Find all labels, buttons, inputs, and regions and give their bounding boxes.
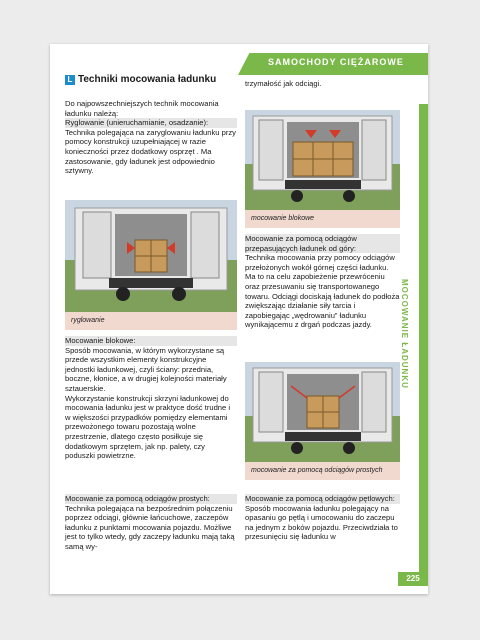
odciagi-petlowe-heading: Mocowanie za pomocą odciągów pętlowych: — [245, 494, 400, 504]
truck-illustration — [245, 110, 400, 210]
blokowe-text-2: Wykorzystanie konstrukcji skrzyni ładunkowej do mocowania ładunku jest w praktyce dość trudne i w większości przypadków pomiędzy elementami przewożonego towaru pozostają wolne przestrzenie, dlatego często posiłkuje się dodatkowym sprzętem, jak np. palety, czy poduszki powietrzne. — [65, 393, 231, 461]
side-section-label: MOCOWANIE ŁADUNKU — [400, 279, 409, 389]
figure-blokowe — [245, 110, 400, 228]
odciagi-przepasujace-text: Technika mocowania przy pomocy odciągów przełożonych wokół górnej części ładunku. Ma to na celu zapobieżenie przewróceniu oraz przesuwaniu się transportowanego towaru. Odciągi dociskają ładunek do podłoża zwiększając działanie siły tarcia i zapobiegając „wędrowaniu” ładunku wynikającemu z drgań podczas jazdy. — [245, 253, 400, 330]
ryglowanie-text: Technika polegająca na zaryglowaniu ładunku przy pomocy konstrukcji uzupełniającej w razie konieczności przez dodatkowy osprzęt . Ma zastosowanie, gdy ładunek jest odpowiednio sztywny. — [65, 127, 236, 176]
intro-text: Do najpowszechniejszych technik mocowania ładunku należą: — [65, 99, 219, 118]
figure-blokowe-caption: mocowanie blokowe — [245, 210, 400, 228]
left-column-middle — [65, 336, 237, 461]
odciagi-petlowe-text: Sposób mocowania ładunku polegający na opasaniu go pętlą i umocowaniu do zaczepu na jednym z boków pojazdu. Przeciwdziała to przesunięciu się ładunku w — [245, 503, 398, 542]
figure-ryglowanie — [65, 200, 237, 330]
odciagi-proste-text: Technika polegająca na bezpośrednim połączeniu poprzez odciągi, głównie łańcuchowe, zaczepów ładunku z punktami mocowania pojazdu. Możliwe jest to tylko wtedy, gdy zaczepy ładunku mają taką samą wy- — [65, 503, 235, 551]
section-heading — [65, 74, 216, 85]
side-color-bar — [419, 104, 428, 574]
blokowe-heading: Mocowanie blokowe: — [65, 336, 237, 346]
blokowe-text-1: Sposób mocowania, w którym wykorzystane są przede wszystkim elementy konstrukcyjne jednostki ładunkowej, czyli ściany: przednia, boczne, kłonice, a w drugiej kolejności materiały sztauerskie. — [65, 345, 227, 393]
section-badge: L — [65, 75, 75, 85]
section-title: Techniki mocowania ładunku — [78, 74, 217, 85]
ryglowanie-heading: Ryglowanie (unieruchamianie, osadzanie): — [65, 118, 237, 128]
right-column-top — [245, 79, 400, 89]
right-column-middle — [245, 234, 400, 330]
continuation-text: trzymałość jak odciągi. — [245, 79, 322, 88]
odciagi-przepasujace-heading: Mocowanie za pomocą odciągów przepasujących ładunek od góry: — [245, 234, 400, 253]
figure-ryglowanie-caption: ryglowanie — [65, 312, 237, 330]
figure-odciagi-proste — [245, 362, 400, 480]
left-column-bottom — [65, 494, 237, 552]
figure-odciagi-proste-caption: mocowanie za pomocą odciągów prostych — [245, 462, 400, 480]
right-column-bottom — [245, 494, 400, 542]
truck-illustration — [245, 362, 400, 462]
odciagi-proste-heading: Mocowanie za pomocą odciągów prostych: — [65, 494, 237, 504]
page-number: 225 — [398, 572, 428, 586]
header-banner-text: SAMOCHODY CIĘŻAROWE — [268, 57, 404, 67]
book-page — [50, 44, 428, 594]
truck-illustration — [65, 200, 237, 312]
left-column-top — [65, 99, 237, 176]
